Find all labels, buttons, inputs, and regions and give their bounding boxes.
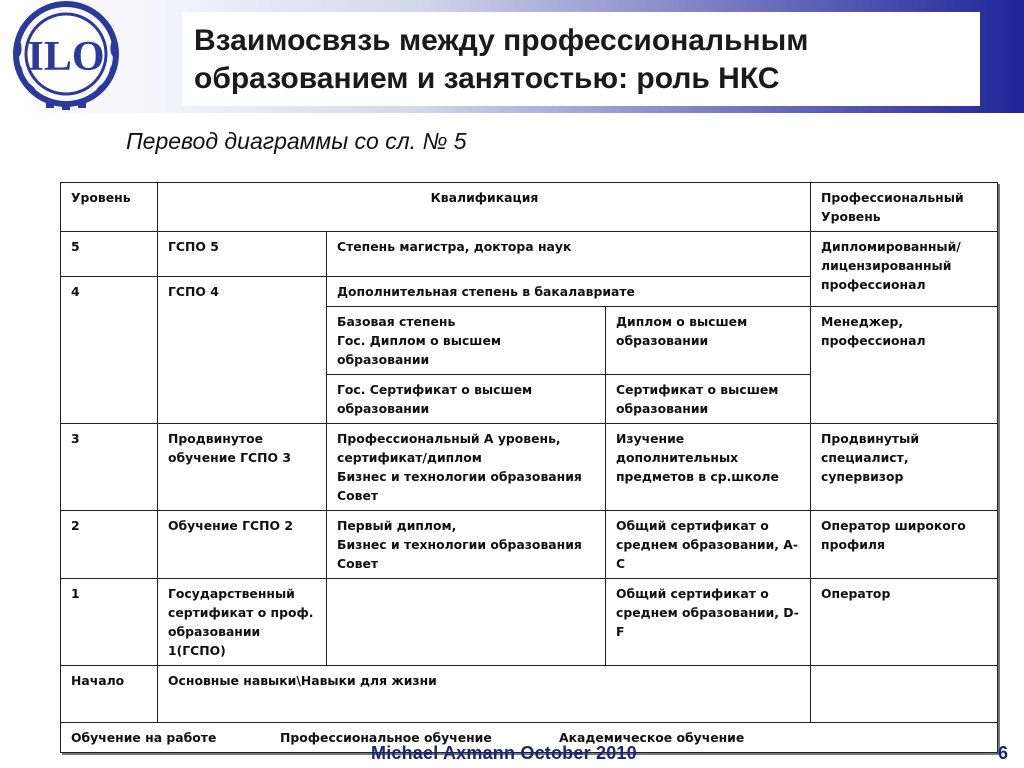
qualification-cell: Степень магистра, доктора наук [327, 232, 811, 277]
table-row [61, 511, 998, 579]
prof-level-cell: Продвинутый специалист, супервизор [811, 424, 998, 511]
track-cell: ГСПО 5 [158, 232, 327, 277]
ilo-logo [2, 0, 130, 112]
training-type-item: Академическое обучение [559, 730, 745, 745]
title-box [182, 12, 980, 106]
table-row [61, 232, 998, 277]
header-qualification: Квалификация [158, 183, 811, 232]
qualification-cell: Базовая степень Гос. Диплом о высшем образовании [327, 307, 606, 375]
track-cell: Продвинутое обучение ГСПО 3 [158, 424, 327, 511]
qualification-table [60, 182, 998, 753]
level-cell: 4 [61, 277, 158, 424]
page-title [194, 22, 974, 98]
qualification-cell: Основные навыки\Навыки для жизни [158, 666, 811, 723]
qualification-cell: Диплом о высшем образовании [606, 307, 811, 375]
level-cell: 5 [61, 232, 158, 277]
table-row [61, 579, 998, 666]
track-cell: Обучение ГСПО 2 [158, 511, 327, 579]
level-cell: 3 [61, 424, 158, 511]
track-cell: Государственный сертификат о проф. образовании 1(ГСПО) [158, 579, 327, 666]
header-prof-level: Профессиональный Уровень [811, 183, 998, 232]
training-type-item: Обучение на работе [71, 730, 217, 745]
table-header-row [61, 183, 998, 232]
header-level: Уровень [61, 183, 158, 232]
prof-level-cell-empty [811, 666, 998, 723]
qualification-cell: Гос. Сертификат о высшем образовании [327, 375, 606, 424]
qualification-cell: Первый диплом, Бизнес и технологии образования Совет [327, 511, 606, 579]
footer-author: Michael Axmann October 2010 [371, 743, 637, 763]
qualification-cell: Изучение дополнительных предметов в ср.школе [606, 424, 811, 511]
title-line-1: Взаимосвязь между профессиональным [194, 24, 809, 57]
track-cell: ГСПО 4 [158, 277, 327, 424]
table-row [61, 666, 998, 723]
prof-level-cell: Оператор [811, 579, 998, 666]
prof-level-cell: Оператор широкого профиля [811, 511, 998, 579]
subtitle: Перевод диаграммы со сл. № 5 [126, 128, 467, 154]
qualification-cell: Общий сертификат о среднем образовании, А-С [606, 511, 811, 579]
page-number: 6 [998, 743, 1009, 763]
level-cell: 1 [61, 579, 158, 666]
prof-level-cell: Дипломированный/ лицензированный профессионал [811, 232, 998, 307]
qualification-cell: Общий сертификат о среднем образовании, D-F [606, 579, 811, 666]
svg-text:ILO: ILO [27, 34, 105, 80]
level-cell: 2 [61, 511, 158, 579]
qualification-cell: Дополнительная степень в бакалавриате [327, 277, 811, 307]
title-line-2: образованием и занятостью: роль НКС [194, 62, 780, 95]
prof-level-cell: Менеджер, профессионал [811, 307, 998, 424]
table-row [61, 424, 998, 511]
qualification-cell: Профессиональный А уровень, сертификат/диплом Бизнес и технологии образования Совет [327, 424, 606, 511]
qualification-cell: Сертификат о высшем образовании [606, 375, 811, 424]
qualification-cell-empty [327, 579, 606, 666]
training-type-item: Профессиональное обучение [280, 730, 492, 745]
level-cell: Начало [61, 666, 158, 723]
